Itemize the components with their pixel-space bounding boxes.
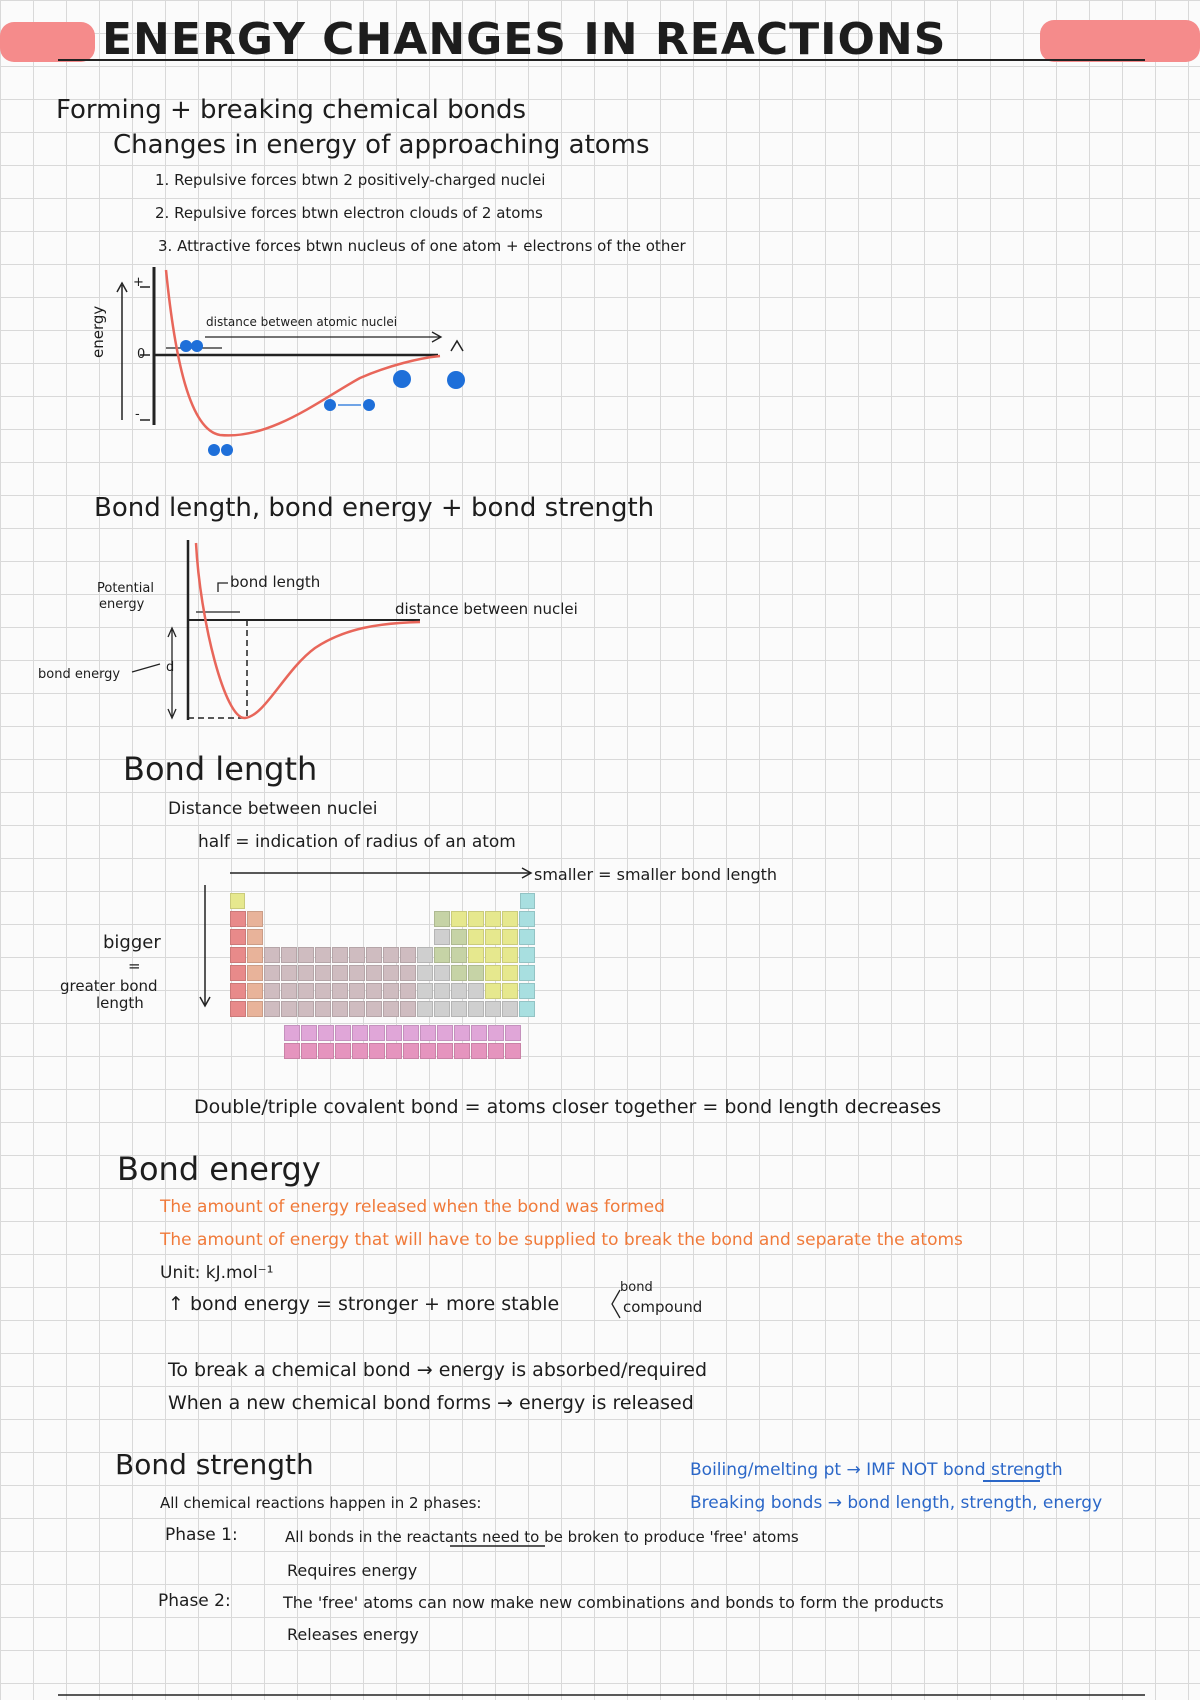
bond-energy-form: When a new chemical bond forms → energy is released (168, 1392, 694, 1414)
periodic-table-cell (281, 947, 297, 963)
bond-energy-relation-top: bond (620, 1280, 653, 1295)
phase1-label: Phase 1: (165, 1525, 238, 1545)
periodic-table-cell (230, 929, 246, 945)
bond-length-heading: Bond length (123, 750, 318, 788)
periodic-table-cell (434, 965, 450, 981)
periodic-table-cell (352, 1025, 368, 1041)
bond-energy-definition-1: The amount of energy released when the bond was formed (160, 1197, 665, 1217)
periodic-table-cell (335, 1025, 351, 1041)
periodic-table-cell (369, 1025, 385, 1041)
periodic-table-cell (400, 965, 416, 981)
periodic-table-cell (383, 965, 399, 981)
periodic-table-cell (519, 965, 535, 981)
periodic-table-cell (230, 947, 246, 963)
periodic-table-gap (262, 893, 277, 909)
periodic-table-cell (485, 965, 501, 981)
periodic-table-cell (451, 929, 467, 945)
periodic-table-cell (315, 965, 331, 981)
periodic-table-cell (420, 1043, 436, 1059)
graph1-x-label: distance between atomic nuclei (206, 315, 398, 329)
energy-graph-1 (117, 267, 465, 456)
atom-bonded-1 (208, 444, 220, 456)
periodic-table-cell (298, 965, 314, 981)
periodic-table-gap (488, 893, 503, 909)
periodic-table-cell (434, 947, 450, 963)
atom-overlap-1 (180, 340, 192, 352)
periodic-table-gap (417, 911, 433, 927)
bond-length-note: Double/triple covalent bond = atoms closer together = bond length decreases (194, 1096, 942, 1118)
periodic-table-gap (391, 893, 406, 909)
periodic-table-cell (417, 947, 433, 963)
periodic-table-cell (502, 965, 518, 981)
periodic-table-cell (502, 929, 518, 945)
periodic-table-row (230, 929, 536, 946)
periodic-table-cell (281, 1001, 297, 1017)
bond-energy-definition-2: The amount of energy that will have to be supplied to break the bond and separate the atoms (160, 1230, 963, 1250)
periodic-table-cell (417, 1001, 433, 1017)
periodic-table-cell (366, 983, 382, 999)
periodic-table-cell (298, 947, 314, 963)
periodic-table-cell (247, 965, 263, 981)
graph2-bond-length-label: bond length (230, 573, 321, 591)
periodic-table-cell (451, 983, 467, 999)
periodic-table-gap (366, 911, 382, 927)
periodic-table-gap (455, 893, 470, 909)
section1-point-2: 2. Repulsive forces btwn electron clouds of 2 atoms (155, 204, 543, 222)
periodic-table-cell (315, 1001, 331, 1017)
periodic-table-cell (230, 983, 246, 999)
periodic-table-cell (519, 911, 535, 927)
section1-point-1: 1. Repulsive forces btwn 2 positively-charged nuclei (155, 171, 546, 189)
periodic-table-gap (327, 893, 342, 909)
graph2-y-label-1: Potential (97, 581, 154, 596)
periodic-table-cell (315, 983, 331, 999)
periodic-table-row (230, 893, 536, 910)
periodic-table-cell (451, 965, 467, 981)
bond-length-side-2: = (128, 957, 141, 975)
periodic-table-cell (383, 947, 399, 963)
periodic-table-cell (437, 1043, 453, 1059)
periodic-table-cell (434, 911, 450, 927)
periodic-table-cell (417, 965, 433, 981)
atom-far-2 (447, 371, 465, 389)
periodic-table-gap (343, 893, 358, 909)
periodic-table-cell (301, 1043, 317, 1059)
periodic-table-cell (437, 1025, 453, 1041)
bond-energy-relation: ↑ bond energy = stronger + more stable (168, 1293, 560, 1315)
periodic-table-cell (383, 983, 399, 999)
periodic-table-gap (281, 929, 297, 945)
periodic-table-cell (335, 1043, 351, 1059)
periodic-table-cell (502, 983, 518, 999)
periodic-table-cell (230, 965, 246, 981)
periodic-table-cell (519, 929, 535, 945)
periodic-table-cell (318, 1043, 334, 1059)
bond-energy-unit: Unit: kJ.mol⁻¹ (160, 1263, 274, 1283)
periodic-table-gap (298, 929, 314, 945)
periodic-table-cell (315, 947, 331, 963)
periodic-table-cell (369, 1043, 385, 1059)
periodic-table-cell (332, 1001, 348, 1017)
periodic-table-cell (519, 983, 535, 999)
periodic-table-cell (349, 965, 365, 981)
periodic-table-gap (315, 929, 331, 945)
periodic-table-gap (332, 911, 348, 927)
periodic-table-cell (502, 1001, 518, 1017)
periodic-table-cell (468, 1001, 484, 1017)
periodic-table-cell (520, 893, 535, 909)
bond-length-arrow-label: smaller = smaller bond length (534, 865, 778, 884)
bond-strength-note-1: Boiling/melting pt → IMF NOT bond strength (690, 1460, 1063, 1480)
periodic-table-image (230, 893, 536, 1048)
periodic-table-fblock-row (284, 1025, 536, 1042)
periodic-table-cell (352, 1043, 368, 1059)
bond-length-side-1: bigger (103, 932, 161, 953)
periodic-table-gap (311, 893, 326, 909)
periodic-table-cell (451, 947, 467, 963)
atom-far-1 (393, 370, 411, 388)
periodic-table-cell (485, 929, 501, 945)
graph2-d-label: d (166, 660, 175, 675)
periodic-table-cell (505, 1025, 521, 1041)
periodic-table-cell (420, 1025, 436, 1041)
periodic-table-cell (485, 911, 501, 927)
periodic-table-cell (488, 1043, 504, 1059)
bond-length-side-4: length (96, 994, 144, 1012)
periodic-table-cell (264, 1001, 280, 1017)
periodic-table-cell (349, 947, 365, 963)
periodic-table-gap (281, 911, 297, 927)
atom-approach-2 (363, 399, 375, 411)
periodic-table-cell (366, 947, 382, 963)
periodic-table-cell (349, 1001, 365, 1017)
periodic-table-gap (298, 911, 314, 927)
periodic-table-cell (366, 1001, 382, 1017)
graph1-zero-label: 0 (137, 347, 146, 362)
periodic-table-gap (349, 911, 365, 927)
periodic-table-cell (366, 965, 382, 981)
bond-energy-break: To break a chemical bond → energy is absorbed/required (168, 1359, 708, 1381)
periodic-table-cell (488, 1025, 504, 1041)
periodic-table-cell (284, 1043, 300, 1059)
periodic-table-cell (434, 929, 450, 945)
periodic-table-cell (403, 1043, 419, 1059)
phase1-text: All bonds in the reactants need to be broken to produce 'free' atoms (285, 1528, 799, 1546)
section1-point-3: 3. Attractive forces btwn nucleus of one atom + electrons of the other (158, 237, 686, 255)
periodic-table-gap (366, 929, 382, 945)
periodic-table-cell (247, 947, 263, 963)
periodic-table-cell (454, 1043, 470, 1059)
graph2-y-label-2: energy (99, 597, 145, 612)
graph1-up-caret (451, 341, 463, 351)
periodic-table-cell (485, 947, 501, 963)
periodic-table-cell (247, 911, 263, 927)
bond-strength-intro: All chemical reactions happen in 2 phases: (160, 1494, 482, 1512)
periodic-table-gap (278, 893, 293, 909)
graph1-y-label: energy (89, 305, 107, 358)
periodic-table-gap (407, 893, 422, 909)
periodic-table-cell (247, 929, 263, 945)
periodic-table-cell (468, 983, 484, 999)
atom-approach-1 (324, 399, 336, 411)
graph2-bondenergy-pointer (132, 664, 160, 672)
periodic-table-cell (519, 1001, 535, 1017)
periodic-table-cell (502, 947, 518, 963)
periodic-table-gap (349, 929, 365, 945)
periodic-table-cell (471, 1025, 487, 1041)
phase2-label: Phase 2: (158, 1591, 231, 1611)
periodic-table-gap (294, 893, 309, 909)
periodic-table-cell (468, 929, 484, 945)
periodic-table-cell (386, 1025, 402, 1041)
bond-length-line2: half = indication of radius of an atom (198, 832, 516, 852)
periodic-table-gap (472, 893, 487, 909)
periodic-table-cell (434, 1001, 450, 1017)
energy-graph-2 (132, 540, 420, 720)
page-title: ENERGY CHANGES IN REACTIONS (102, 14, 947, 65)
phase1-sub: Requires energy (287, 1561, 418, 1580)
periodic-table-cell (284, 1025, 300, 1041)
periodic-table-gap (383, 929, 399, 945)
section2-heading: Bond length, bond energy + bond strength (94, 493, 655, 523)
periodic-table-cell (332, 947, 348, 963)
periodic-table-cell (247, 1001, 263, 1017)
periodic-table-cell (383, 1001, 399, 1017)
periodic-table-gap (400, 929, 416, 945)
periodic-table-cell (264, 947, 280, 963)
periodic-table-cell (247, 983, 263, 999)
periodic-table-fblock-row (284, 1043, 536, 1060)
periodic-table-cell (301, 1025, 317, 1041)
bond-strength-note-2: Breaking bonds → bond length, strength, energy (690, 1493, 1103, 1513)
bond-compound-bracket (612, 1290, 620, 1318)
graph2-curve (196, 543, 420, 718)
atom-overlap-2 (191, 340, 203, 352)
periodic-table-cell (281, 983, 297, 999)
periodic-table-cell (417, 983, 433, 999)
periodic-table-gap (264, 929, 280, 945)
periodic-table-cell (281, 965, 297, 981)
periodic-table-cell (400, 947, 416, 963)
bond-length-side-3: greater bond (60, 977, 158, 995)
periodic-table-cell (386, 1043, 402, 1059)
section1-heading: Forming + breaking chemical bonds (56, 95, 527, 125)
periodic-table-gap (423, 893, 438, 909)
periodic-table-cell (230, 911, 246, 927)
periodic-table-cell (454, 1025, 470, 1041)
graph1-curve (166, 270, 440, 435)
periodic-table-cell (468, 965, 484, 981)
periodic-table-cell (485, 983, 501, 999)
periodic-table-cell (502, 911, 518, 927)
periodic-table-cell (468, 947, 484, 963)
periodic-table-cell (230, 893, 245, 909)
periodic-table-row (230, 947, 536, 964)
periodic-table-gap (400, 911, 416, 927)
periodic-table-row (230, 911, 536, 928)
periodic-table-cell (264, 965, 280, 981)
bond-length-line1: Distance between nuclei (168, 799, 378, 819)
periodic-table-cell (519, 947, 535, 963)
periodic-table-cell (230, 1001, 246, 1017)
periodic-table-row (230, 983, 536, 1000)
bond-energy-heading: Bond energy (117, 1150, 321, 1188)
periodic-table-cell (349, 983, 365, 999)
graph2-bondlength-bracket (218, 583, 228, 592)
periodic-table-gap (417, 929, 433, 945)
periodic-table-cell (471, 1043, 487, 1059)
periodic-table-gap (359, 893, 374, 909)
bond-strength-heading: Bond strength (115, 1448, 314, 1481)
periodic-table-cell (318, 1025, 334, 1041)
periodic-table-cell (505, 1043, 521, 1059)
periodic-table-gap (504, 893, 519, 909)
periodic-table-gap (264, 911, 280, 927)
atom-bonded-2 (221, 444, 233, 456)
periodic-table-cell (332, 983, 348, 999)
periodic-table-cell (264, 983, 280, 999)
bond-energy-relation-bottom: compound (623, 1298, 703, 1316)
periodic-table-cell (332, 965, 348, 981)
periodic-table-cell (485, 1001, 501, 1017)
phase2-text: The 'free' atoms can now make new combinations and bonds to form the products (283, 1593, 944, 1612)
graph2-x-label: distance between nuclei (395, 600, 578, 618)
periodic-table-cell (400, 983, 416, 999)
periodic-table-cell (434, 983, 450, 999)
periodic-table-cell (298, 1001, 314, 1017)
periodic-table-gap (246, 893, 261, 909)
periodic-table-row (230, 965, 536, 982)
periodic-table-cell (451, 1001, 467, 1017)
graph2-bond-energy-label: bond energy (38, 667, 121, 682)
phase2-sub: Releases energy (287, 1625, 419, 1644)
periodic-table-gap (315, 911, 331, 927)
periodic-table-cell (468, 911, 484, 927)
section1-subheading: Changes in energy of approaching atoms (113, 130, 650, 160)
periodic-table-gap (332, 929, 348, 945)
periodic-table-cell (400, 1001, 416, 1017)
graph1-minus-label: - (135, 407, 140, 422)
periodic-table-cell (403, 1025, 419, 1041)
periodic-table-gap (439, 893, 454, 909)
periodic-table-cell (298, 983, 314, 999)
periodic-table-gap (375, 893, 390, 909)
periodic-table-row (230, 1001, 536, 1018)
periodic-table-gap (383, 911, 399, 927)
periodic-table-cell (451, 911, 467, 927)
graph1-plus-label: + (133, 275, 144, 290)
